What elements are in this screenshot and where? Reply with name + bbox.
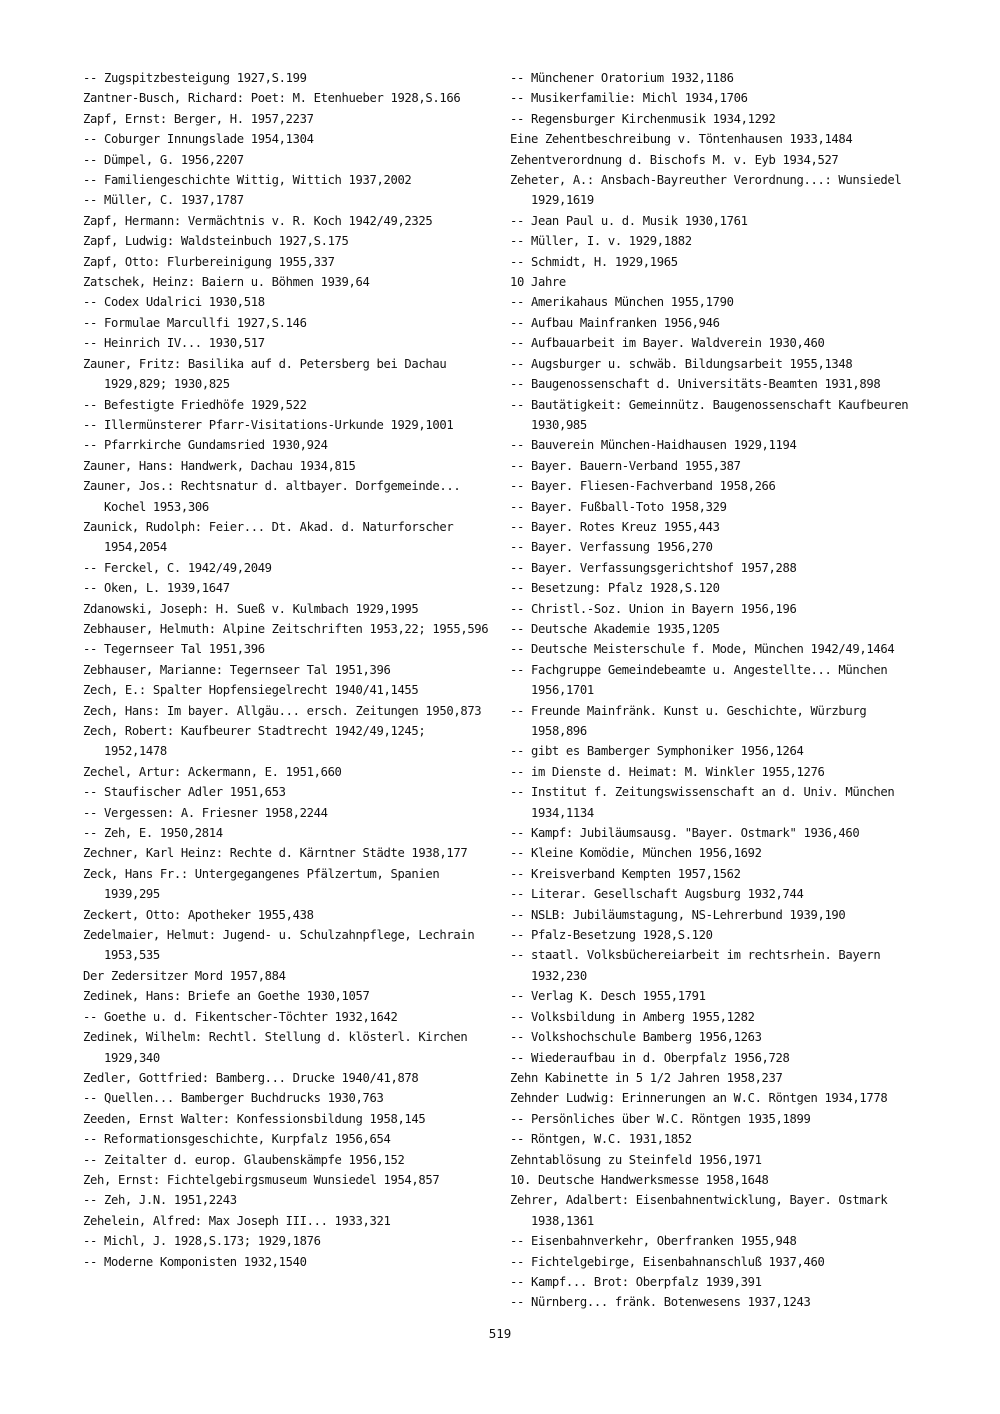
index-entry: -- Röntgen, W.C. 1931,1852 xyxy=(510,1132,692,1147)
index-entry: -- Besetzung: Pfalz 1928,S.120 xyxy=(510,581,720,596)
index-entry: Zapf, Otto: Flurbereinigung 1955,337 xyxy=(83,254,335,269)
index-entry: -- Müller, I. v. 1929,1882 xyxy=(510,234,692,249)
index-entry: -- Reformationsgeschichte, Kurpfalz 1956,654 xyxy=(83,1132,391,1147)
index-entry: Zeck, Hans Fr.: Untergegangenes Pfälzertum, Spanien 1939,295 xyxy=(83,866,440,902)
index-entry: -- Deutsche Meisterschule f. Mode, München 1942/49,1464 xyxy=(510,642,895,657)
index-entry: -- Müller, C. 1937,1787 xyxy=(83,193,244,208)
index-entry: Zehn Kabinette in 5 1/2 Jahren 1958,237 xyxy=(510,1070,783,1085)
index-entry: -- Illermünsterer Pfarr-Visitations-Urkunde 1929,1001 xyxy=(83,417,454,432)
index-entry: Zauner, Hans: Handwerk, Dachau 1934,815 xyxy=(83,458,356,473)
index-entry: Zeheter, A.: Ansbach-Bayreuther Verordnung...: Wunsiedel 1929,1619 xyxy=(510,173,902,208)
page-number: 519 xyxy=(488,1326,512,1341)
index-entry: -- Kampf... Brot: Oberpfalz 1939,391 xyxy=(510,1274,762,1289)
index-entry: -- Augsburger u. schwäb. Bildungsarbeit 1955,1348 xyxy=(510,356,853,371)
index-entry: -- Codex Udalrici 1930,518 xyxy=(83,295,265,310)
index-entry: -- Bayer. Verfassungsgerichtshof 1957,288 xyxy=(510,560,797,575)
index-entry: -- im Dienste d. Heimat: M. Winkler 1955,1276 xyxy=(510,764,825,779)
index-entry: -- Pfalz-Besetzung 1928,S.120 xyxy=(510,928,713,943)
index-entry: -- Musikerfamilie: Michl 1934,1706 xyxy=(510,91,748,106)
index-entry: Zedelmaier, Helmut: Jugend- u. Schulzahnpflege, Lechrain 1953,535 xyxy=(83,928,475,963)
index-entry: -- Nürnberg... fränk. Botenwesens 1937,1243 xyxy=(510,1295,811,1310)
index-entry: -- Coburger Innungslade 1954,1304 xyxy=(83,132,314,147)
index-entry: -- Formulae Marcullfi 1927,S.146 xyxy=(83,315,307,330)
index-entry: -- Amerikahaus München 1955,1790 xyxy=(510,295,734,310)
right-column xyxy=(510,68,925,1313)
index-entry: -- Volksbildung in Amberg 1955,1282 xyxy=(510,1009,755,1024)
index-entry: -- Fichtelgebirge, Eisenbahnanschluß 1937,460 xyxy=(510,1254,825,1269)
index-entry: Zehnder Ludwig: Erinnerungen an W.C. Röntgen 1934,1778 xyxy=(510,1091,888,1106)
index-entry: -- Bauverein München-Haidhausen 1929,1194 xyxy=(510,438,797,453)
index-entry: -- Eisenbahnverkehr, Oberfranken 1955,948 xyxy=(510,1234,797,1249)
index-entry: -- Heinrich IV... 1930,517 xyxy=(83,336,265,351)
left-column xyxy=(83,68,491,1272)
index-entry: -- Kreisverband Kempten 1957,1562 xyxy=(510,866,741,881)
index-entry: -- Vergessen: A. Friesner 1958,2244 xyxy=(83,805,328,820)
index-entry: Zechel, Artur: Ackermann, E. 1951,660 xyxy=(83,764,342,779)
index-entry: Zaunick, Rudolph: Feier... Dt. Akad. d. Naturforscher 1954,2054 xyxy=(83,519,454,555)
index-entry: Zech, Hans: Im bayer. Allgäu... ersch. Zeitungen 1950,873 xyxy=(83,703,482,718)
index-entry: -- Münchener Oratorium 1932,1186 xyxy=(510,71,734,85)
index-entry: Zeh, Ernst: Fichtelgebirgsmuseum Wunsiedel 1954,857 xyxy=(83,1172,440,1187)
index-entry: -- Christl.-Soz. Union in Bayern 1956,196 xyxy=(510,601,797,616)
index-entry: Zebhauser, Helmuth: Alpine Zeitschriften 1953,22; 1955,596 xyxy=(83,621,489,636)
index-entry: -- Quellen... Bamberger Buchdrucks 1930,763 xyxy=(83,1091,384,1106)
index-entry: -- Bautätigkeit: Gemeinnütz. Baugenossenschaft Kaufbeuren 1930,985 xyxy=(510,397,909,432)
index-entry: Zehelein, Alfred: Max Joseph III... 1933,321 xyxy=(83,1213,391,1228)
index-entry: -- Pfarrkirche Gundamsried 1930,924 xyxy=(83,438,328,453)
index-entry: -- Baugenossenschaft d. Universitäts-Beamten 1931,898 xyxy=(510,377,881,392)
index-entry: -- Dümpel, G. 1956,2207 xyxy=(83,152,244,167)
index-entry: Zehntablösung zu Steinfeld 1956,1971 xyxy=(510,1152,762,1167)
index-entry: -- Zugspitzbesteigung 1927,S.199 xyxy=(83,71,307,85)
index-entry: -- Fachgruppe Gemeindebeamte u. Angestellte... München 1956,1701 xyxy=(510,662,888,698)
index-entry: -- Tegernseer Tal 1951,396 xyxy=(83,642,265,657)
index-entry: Zehrer, Adalbert: Eisenbahnentwicklung, Bayer. Ostmark 1938,1361 xyxy=(510,1193,888,1228)
index-entry: -- Wiederaufbau in d. Oberpfalz 1956,728 xyxy=(510,1050,790,1065)
index-entry: -- Goethe u. d. Fikentscher-Töchter 1932,1642 xyxy=(83,1009,398,1024)
index-entry: -- Kleine Komödie, München 1956,1692 xyxy=(510,846,762,861)
index-entry: -- Bayer. Verfassung 1956,270 xyxy=(510,540,713,555)
index-entry: -- Bayer. Fliesen-Fachverband 1958,266 xyxy=(510,479,776,494)
index-entry: -- Literar. Gesellschaft Augsburg 1932,744 xyxy=(510,887,804,902)
index-entry: Zedinek, Wilhelm: Rechtl. Stellung d. klösterl. Kirchen 1929,340 xyxy=(83,1030,468,1065)
index-entry: Zedler, Gottfried: Bamberg... Drucke 1940/41,878 xyxy=(83,1070,419,1085)
index-entry: -- Regensburger Kirchenmusik 1934,1292 xyxy=(510,111,776,126)
index-entry: Zechner, Karl Heinz: Rechte d. Kärntner Städte 1938,177 xyxy=(83,846,468,861)
index-entry: -- Institut f. Zeitungswissenschaft an d. Univ. München 1934,1134 xyxy=(510,785,895,820)
index-entry: -- Bayer. Bauern-Verband 1955,387 xyxy=(510,458,741,473)
index-entry: Zech, E.: Spalter Hopfensiegelrecht 1940/41,1455 xyxy=(83,683,419,698)
index-entry: -- Michl, J. 1928,S.173; 1929,1876 xyxy=(83,1234,321,1249)
index-entry: -- Familiengeschichte Wittig, Wittich 1937,2002 xyxy=(83,173,412,188)
index-entry: -- gibt es Bamberger Symphoniker 1956,1264 xyxy=(510,744,804,759)
index-entry: -- Aufbau Mainfranken 1956,946 xyxy=(510,315,720,330)
index-entry: Eine Zehentbeschreibung v. Töntenhausen 1933,1484 xyxy=(510,132,853,147)
index-entry: 10 Jahre xyxy=(510,275,566,290)
index-entry: -- Befestigte Friedhöfe 1929,522 xyxy=(83,397,307,412)
index-entry: Zehentverordnung d. Bischofs M. v. Eyb 1934,527 xyxy=(510,152,839,167)
index-entry: -- Freunde Mainfränk. Kunst u. Geschichte, Würzburg 1958,896 xyxy=(510,703,867,738)
index-entry: -- Schmidt, H. 1929,1965 xyxy=(510,254,678,269)
index-entry: Zapf, Hermann: Vermächtnis v. R. Koch 1942/49,2325 xyxy=(83,213,433,228)
index-entry: -- Moderne Komponisten 1932,1540 xyxy=(83,1254,307,1269)
index-entry: Zauner, Jos.: Rechtsnatur d. altbayer. Dorfgemeinde... Kochel 1953,306 xyxy=(83,479,461,514)
index-entry: -- Oken, L. 1939,1647 xyxy=(83,581,230,596)
index-entry: Zedinek, Hans: Briefe an Goethe 1930,1057 xyxy=(83,989,370,1004)
index-entry: -- Staufischer Adler 1951,653 xyxy=(83,785,286,800)
index-entry: -- staatl. Volksbüchereiarbeit im rechtsrhein. Bayern 1932,230 xyxy=(510,948,881,983)
index-entry: -- Zeh, J.N. 1951,2243 xyxy=(83,1193,237,1208)
index-entry: -- Kampf: Jubiläumsausg. "Bayer. Ostmark" 1936,460 xyxy=(510,826,860,841)
index-entry: Zantner-Busch, Richard: Poet: M. Etenhueber 1928,S.166 xyxy=(83,91,461,106)
index-entry: -- Zeh, E. 1950,2814 xyxy=(83,826,223,841)
index-entry: -- Persönliches über W.C. Röntgen 1935,1899 xyxy=(510,1111,811,1126)
index-entry: -- Ferckel, C. 1942/49,2049 xyxy=(83,560,272,575)
index-entry: Zapf, Ernst: Berger, H. 1957,2237 xyxy=(83,111,314,126)
index-entry: 10. Deutsche Handwerksmesse 1958,1648 xyxy=(510,1172,769,1187)
index-entry: -- Zeitalter d. europ. Glaubenskämpfe 1956,152 xyxy=(83,1152,405,1167)
index-entry: -- NSLB: Jubiläumstagung, NS-Lehrerbund 1939,190 xyxy=(510,907,846,922)
index-entry: -- Aufbauarbeit im Bayer. Waldverein 1930,460 xyxy=(510,336,825,351)
index-entry: Zeckert, Otto: Apotheker 1955,438 xyxy=(83,907,314,922)
index-entry: Zebhauser, Marianne: Tegernseer Tal 1951,396 xyxy=(83,662,391,677)
index-entry: -- Jean Paul u. d. Musik 1930,1761 xyxy=(510,213,748,228)
index-entry: Zauner, Fritz: Basilika auf d. Petersberg bei Dachau 1929,829; 1930,825 xyxy=(83,356,447,392)
index-entry: Zatschek, Heinz: Baiern u. Böhmen 1939,64 xyxy=(83,275,370,290)
index-entry: Zdanowski, Joseph: H. Sueß v. Kulmbach 1929,1995 xyxy=(83,601,419,616)
index-entry: -- Bayer. Rotes Kreuz 1955,443 xyxy=(510,519,720,534)
index-entry: Der Zedersitzer Mord 1957,884 xyxy=(83,968,286,983)
index-entry: -- Deutsche Akademie 1935,1205 xyxy=(510,621,720,636)
index-entry: -- Volkshochschule Bamberg 1956,1263 xyxy=(510,1030,762,1045)
index-entry: -- Bayer. Fußball-Toto 1958,329 xyxy=(510,499,727,514)
index-entry: Zapf, Ludwig: Waldsteinbuch 1927,S.175 xyxy=(83,234,349,249)
index-entry: Zeeden, Ernst Walter: Konfessionsbildung 1958,145 xyxy=(83,1111,426,1126)
index-entry: Zech, Robert: Kaufbeurer Stadtrecht 1942/49,1245; 1952,1478 xyxy=(83,724,426,759)
index-entry: -- Verlag K. Desch 1955,1791 xyxy=(510,989,706,1004)
